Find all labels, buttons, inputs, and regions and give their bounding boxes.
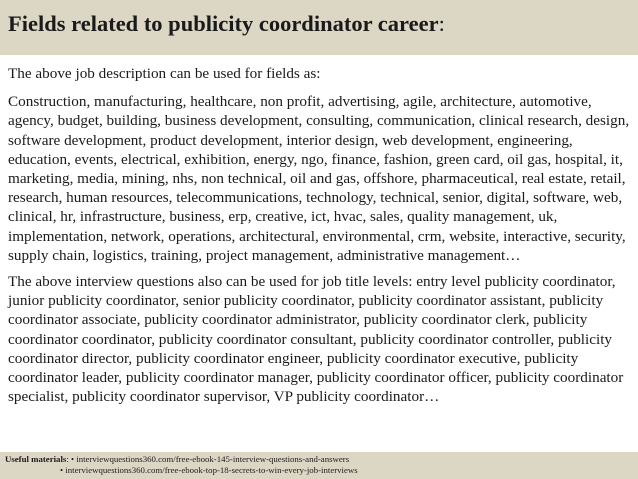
footer-label-colon: : (66, 454, 69, 464)
title-bar (0, 0, 638, 55)
footer-row-1 (5, 454, 638, 465)
intro-text: The above job description can be used for fields as: (8, 65, 321, 82)
slide-title-colon: : (438, 11, 445, 36)
slide-content (8, 64, 632, 413)
footer-label: Useful materials (5, 454, 67, 464)
footer (0, 452, 638, 479)
levels-paragraph: The above interview questions also can be used for job title levels: entry level publicity coordinator, junior publicity coordinator, senior publicity coordinator, publicity coordinator assistant, publicity coordinator associate, publicity coordinator administrator, publicity coordinator clerk, publicity coordinator coordinator, publicity coordinator consultant, publicity coordinator controller, publicity coordinator director, publicity coordinator engineer, publicity coordinator executive, publicity coordinator leader, publicity coordinator manager, publicity coordinator officer, publicity coordinator specialist, publicity coordinator supervisor, VP publicity coordinator… (8, 273, 624, 406)
footer-link-2[interactable]: • interviewquestions360.com/free-ebook-top-18-secrets-to-win-every-job-interviews (60, 464, 358, 475)
footer-link-1[interactable]: • interviewquestions360.com/free-ebook-145-interview-questions-and-answers (70, 454, 350, 464)
footer-row-2 (5, 465, 638, 476)
fields-paragraph: Construction, manufacturing, healthcare, non profit, advertising, agile, architecture, automotive, agency, budget, building, business development, consulting, communication, clinical research, design, software development, product development, interior design, web development, engineering, education, events, electrical, exhibition, energy, ngo, finance, fashion, green card, oil gas, hospital, it, marketing, media, mining, nhs, non technical, oil and gas, offshore, pharmaceutical, real estate, retail, research, human resources, telecommunications, technology, technical, senior, digital, software, web, clinical, hr, infrastructure, business, erp, creative, ict, hvac, sales, quality management, uk, implementation, network, operations, architectural, environmental, crm, website, interactive, security, supply chain, logistics, training, project management, administrative management… (8, 93, 630, 264)
slide-title: Fields related to publicity coordinator career (8, 11, 439, 36)
